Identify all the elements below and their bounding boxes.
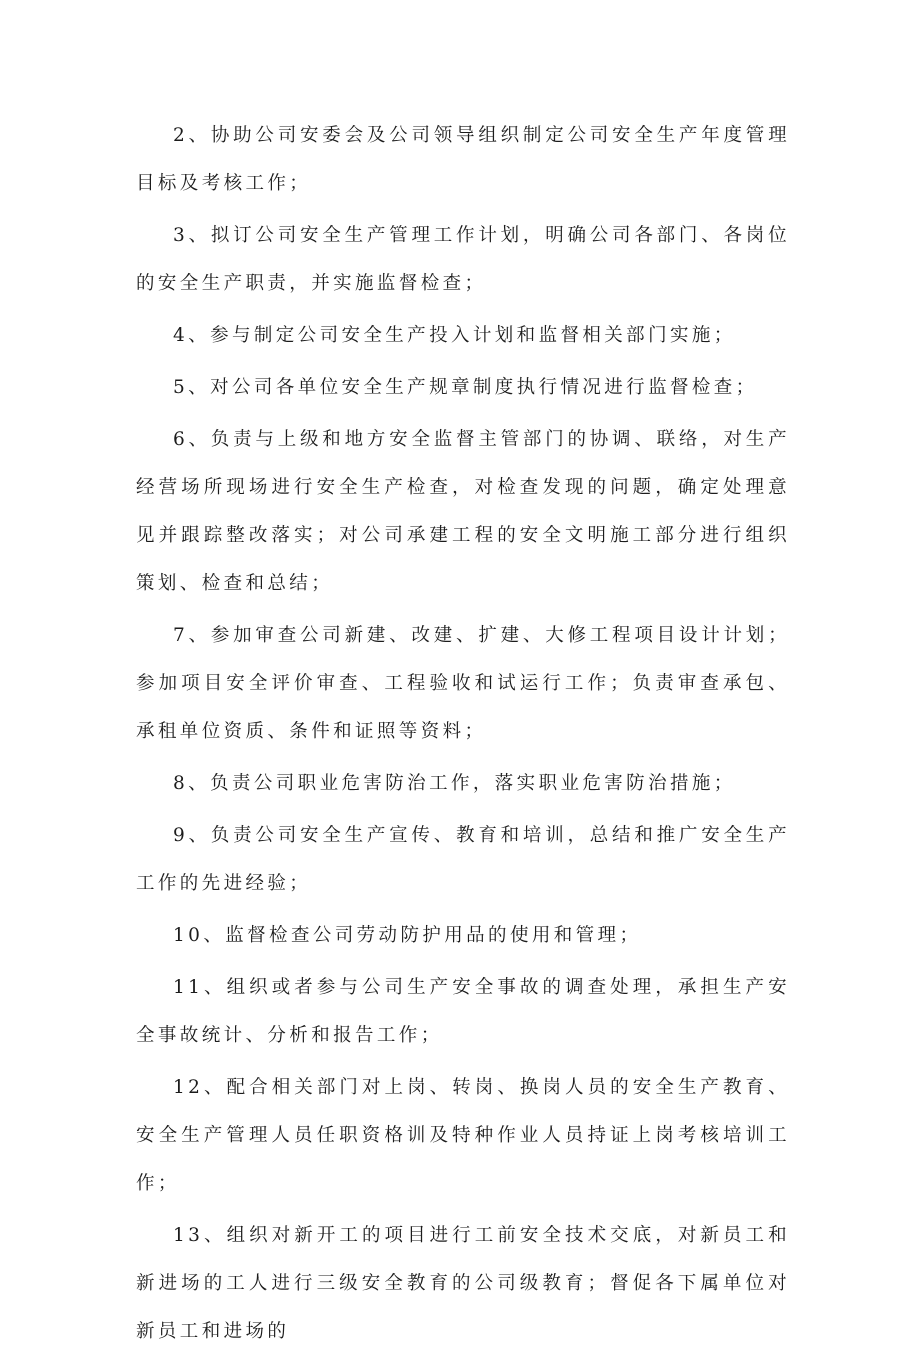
paragraph-item-11: 11、组织或者参与公司生产安全事故的调查处理，承担生产安全事故统计、分析和报告工作； [136, 977, 790, 1046]
paragraph-item-7: 7、参加审查公司新建、改建、扩建、大修工程项目设计计划；参加项目安全评价审查、工程验收和试运行工作；负责审查承包、承租单位资质、条件和证照等资料； [136, 625, 790, 742]
paragraph-item-8: 8、负责公司职业危害防治工作，落实职业危害防治措施； [173, 773, 736, 794]
paragraph-item-12: 12、配合相关部门对上岗、转岗、换岗人员的安全生产教育、安全生产管理人员任职资格训及特种作业人员持证上岗考核培训工作； [136, 1077, 790, 1194]
paragraph-item-2: 2、协助公司安委会及公司领导组织制定公司安全生产年度管理目标及考核工作； [136, 125, 790, 194]
paragraph-item-6: 6、负责与上级和地方安全监督主管部门的协调、联络，对生产经营场所现场进行安全生产检查，对检查发现的问题，确定处理意见并跟踪整改落实；对公司承建工程的安全文明施工部分进行组织策划、检查和总结； [136, 429, 790, 594]
document-body [136, 112, 790, 1360]
paragraph-item-9: 9、负责公司安全生产宣传、教育和培训，总结和推广安全生产工作的先进经验； [136, 825, 790, 894]
paragraph-item-13: 13、组织对新开工的项目进行工前安全技术交底，对新员工和新进场的工人进行三级安全教育的公司级教育；督促各下属单位对新员工和进场的 [136, 1225, 790, 1342]
paragraph-item-10: 10、监督检查公司劳动防护用品的使用和管理； [173, 925, 642, 946]
paragraph-item-3: 3、拟订公司安全生产管理工作计划，明确公司各部门、各岗位的安全生产职责，并实施监督检查； [136, 225, 790, 294]
paragraph-item-4: 4、参与制定公司安全生产投入计划和监督相关部门实施； [173, 325, 736, 346]
paragraph-item-5: 5、对公司各单位安全生产规章制度执行情况进行监督检查； [173, 377, 758, 398]
